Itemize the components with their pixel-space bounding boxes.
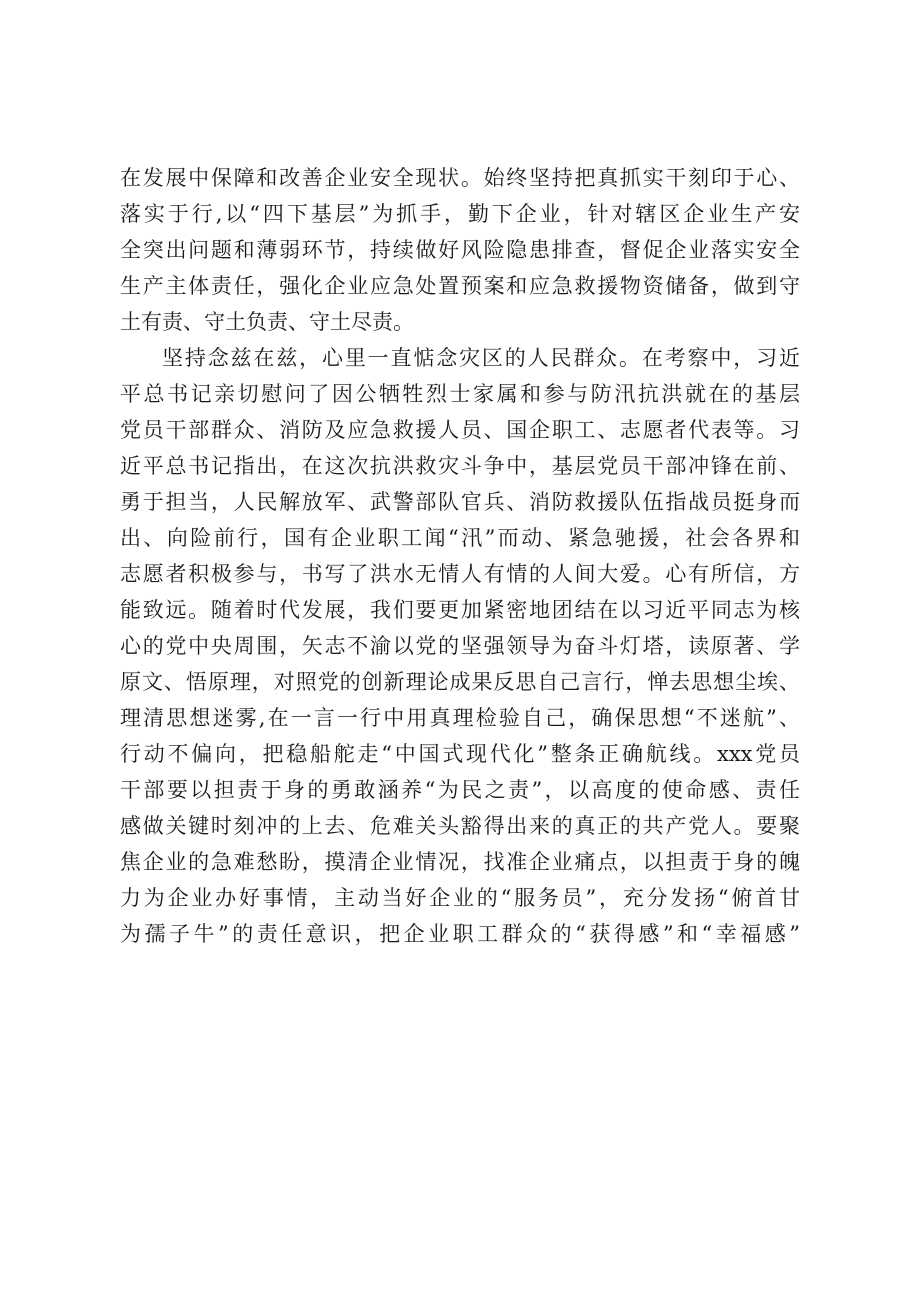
text-line: 出、向险前行，国有企业职工闻“汛”而动、紧急驰援，社会各界和 — [120, 526, 800, 550]
text-line: 坚持念兹在兹，心里一直惦念灾区的人民群众。在考察中，习近 — [162, 346, 800, 370]
text-line: 原文、悟原理，对照党的创新理论成果反思自己言行，惮去思想尘埃、 — [120, 670, 800, 694]
text-line: 为孺子牛”的责任意识，把企业职工群众的“获得感”和“幸福感” — [120, 922, 800, 946]
text-line: 全突出问题和薄弱环节，持续做好风险隐患排查，督促企业落实安全 — [120, 238, 800, 262]
paragraph-2 — [120, 340, 800, 952]
text-line: 干部要以担责于身的勇敢涵养“为民之责”，以高度的使命感、责任 — [120, 778, 800, 802]
text-line: 近平总书记指出，在这次抗洪救灾斗争中，基层党员干部冲锋在前、 — [120, 454, 800, 478]
text-line: 焦企业的急难愁盼，摸清企业情况，找准企业痛点，以担责于身的魄 — [120, 850, 800, 874]
text-line: 在发展中保障和改善企业安全现状。始终坚持把真抓实干刻印于心、 — [120, 166, 800, 190]
text-line: 志愿者积极参与，书写了洪水无情人有情的人间大爱。心有所信，方 — [120, 562, 800, 586]
text-line: 平总书记亲切慰问了因公牺牲烈士家属和参与防汛抗洪就在的基层 — [120, 382, 800, 406]
text-line: 感做关键时刻冲的上去、危难关头豁得出来的真正的共产党人。要聚 — [120, 814, 800, 838]
text-line: 落实于行,以“四下基层”为抓手，勤下企业，针对辖区企业生产安 — [120, 202, 800, 226]
text-line: 能致远。随着时代发展，我们要更加紧密地团结在以习近平同志为核 — [120, 598, 800, 622]
body-text — [120, 160, 800, 952]
text-line: 土有责、守土负责、守土尽责。 — [120, 310, 414, 334]
text-line: 党员干部群众、消防及应急救援人员、国企职工、志愿者代表等。习 — [120, 418, 800, 442]
paragraph-1 — [120, 160, 800, 340]
text-line: 行动不偏向，把稳船舵走“中国式现代化”整条正确航线。xxx党员 — [120, 742, 800, 766]
text-line: 力为企业办好事情，主动当好企业的“服务员”，充分发扬“俯首甘 — [120, 886, 800, 910]
text-line: 心的党中央周围，矢志不渝以党的坚强领导为奋斗灯塔，读原著、学 — [120, 634, 800, 658]
text-line: 生产主体责任，强化企业应急处置预案和应急救援物资储备，做到守 — [120, 274, 800, 298]
text-line: 勇于担当，人民解放军、武警部队官兵、消防救援队伍指战员挺身而 — [120, 490, 800, 514]
text-line: 理清思想迷雾,在一言一行中用真理检验自己，确保思想“不迷航”、 — [120, 706, 800, 730]
